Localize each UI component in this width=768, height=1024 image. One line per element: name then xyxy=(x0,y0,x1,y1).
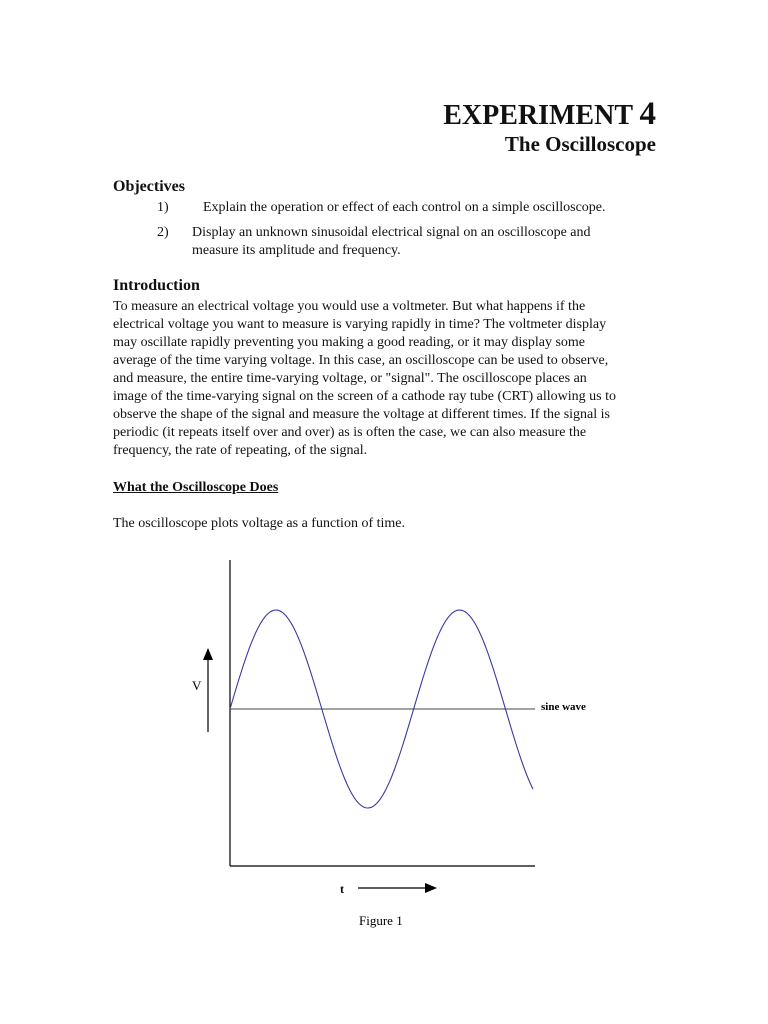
intro-line: image of the time-varying signal on the screen of a cathode ray tube (CRT) allowing us to xyxy=(113,389,617,404)
objective-text-line2: measure its amplitude and frequency. xyxy=(192,243,401,258)
intro-line: may oscillate rapidly preventing you making a good reading, or it may display some xyxy=(113,335,586,350)
time-arrow-head xyxy=(425,883,437,893)
voltage-arrow-head xyxy=(203,648,213,660)
intro-line: To measure an electrical voltage you would use a voltmeter. But what happens if the xyxy=(113,299,586,314)
section-heading: What the Oscilloscope Does xyxy=(113,480,279,495)
objective-text: Explain the operation or effect of each control on a simple oscilloscope. xyxy=(203,200,606,215)
experiment-number: 4 xyxy=(639,96,656,132)
sine-wave-label: sine wave xyxy=(541,701,586,713)
intro-line: and measure, the entire time-varying voltage, or "signal". The oscilloscope places an xyxy=(113,371,587,386)
experiment-label: EXPERIMENT xyxy=(443,100,633,131)
intro-line: average of the time varying voltage. In this case, an oscilloscope can be used to observe, xyxy=(113,353,609,368)
figure-caption: Figure 1 xyxy=(359,913,403,928)
experiment-subtitle: The Oscilloscope xyxy=(504,132,656,156)
objective-number: 2) xyxy=(157,225,169,240)
objective-text-line1: Display an unknown sinusoidal electrical signal on an oscilloscope and xyxy=(192,225,591,240)
intro-line: electrical voltage you want to measure is varying rapidly in time? The voltmeter display xyxy=(113,317,607,332)
intro-line: observe the shape of the signal and measure the voltage at different times. If the signal is xyxy=(113,407,610,422)
objectives-heading: Objectives xyxy=(113,178,185,195)
voltage-label: V xyxy=(192,678,202,693)
introduction-heading: Introduction xyxy=(113,277,200,294)
section-body: The oscilloscope plots voltage as a function of time. xyxy=(113,516,405,531)
intro-line: frequency, the rate of repeating, of the signal. xyxy=(113,443,368,458)
intro-line: periodic (it repeats itself over and over) as is often the case, we can also measure the xyxy=(113,425,587,440)
time-label: t xyxy=(340,882,344,896)
objective-number: 1) xyxy=(157,200,169,215)
